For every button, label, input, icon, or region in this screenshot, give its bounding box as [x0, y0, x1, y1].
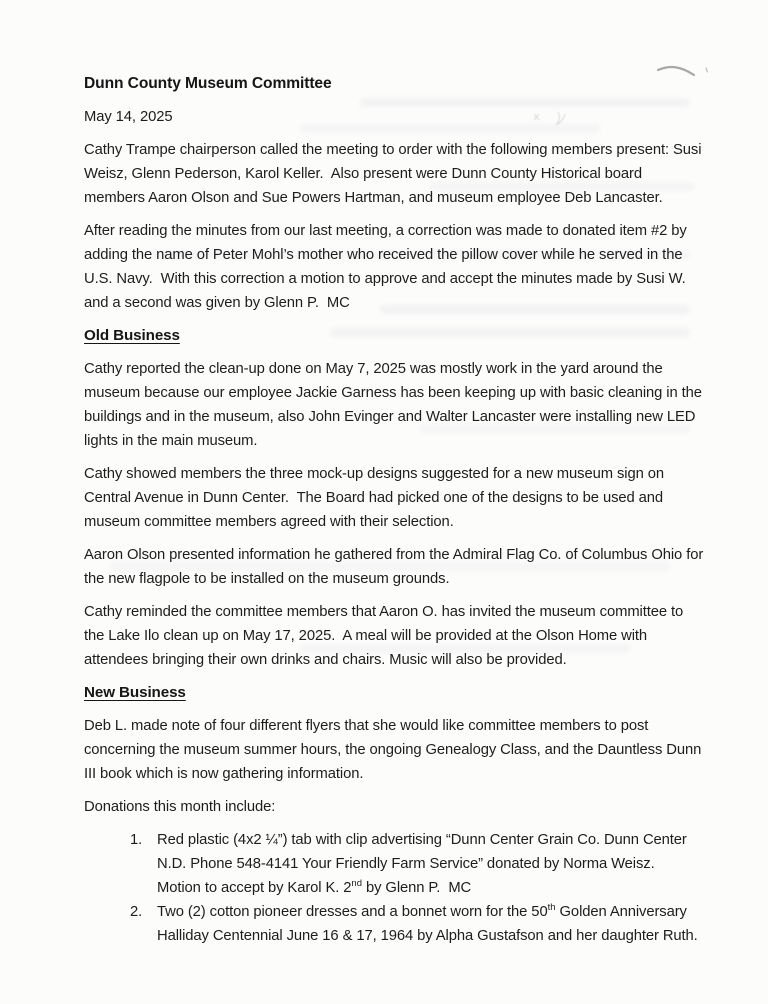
donations-intro: Donations this month include:: [84, 799, 276, 815]
old-business-heading: Old Business: [84, 327, 180, 344]
ordinal-superscript: nd: [351, 878, 362, 889]
donation-text-segment: Two (2) cotton pioneer dresses and a bonnet worn for the 50: [157, 904, 548, 920]
paragraph-flyers: Deb L. made note of four different flyers that she would like committee members to post concerning the museum summer hours, the ongoing Genealogy Class, and the Dauntless Dunn III book which is now gathering information.: [84, 718, 706, 782]
paragraph-lake-ilo-cleanup: Cathy reminded the committee members that Aaron O. has invited the museum committee to the Lake Ilo clean up on May 17, 2025. A meal will be provided at the Olson Home with attendees bringing their own drinks and chairs. Music will also be provided.: [84, 604, 688, 668]
new-business-heading: New Business: [84, 684, 186, 701]
paragraph-flagpole-info: Aaron Olson presented information he gathered from the Admiral Flag Co. of Columbus Ohio for the new flagpole to be installed on the museum grounds.: [84, 547, 708, 587]
donation-item-number: 1.: [130, 832, 143, 848]
donation-item-1: [130, 828, 706, 900]
paragraph-minutes-correction: After reading the minutes from our last meeting, a correction was made to donated item #2 by adding the name of Peter Mohl’s mother who received the pillow cover while he served in the U.S. Navy. With this correction a motion to approve and accept the minutes made by Susi W. and a second was given by Glenn P. MC: [84, 223, 691, 311]
donation-text-segment: Golden Anniversary Halliday Centennial June 16 & 17, 1964 by Alpha Gustafson and her daughter Ruth.: [157, 904, 698, 944]
donation-item-number: 2.: [130, 904, 143, 920]
donation-item-text: [157, 900, 706, 948]
donation-text-segment: by Glenn P. MC: [361, 880, 472, 896]
paragraph-cleanup-report: Cathy reported the clean-up done on May 7, 2025 was mostly work in the yard around the museum because our employee Jackie Garness has been keeping up with basic cleaning in the buildings and in the museum, also John Evinger and Walter Lancaster were installing new LED lights in the main museum.: [84, 361, 706, 449]
document-body: [84, 72, 706, 948]
paragraph-sign-mockups: Cathy showed members the three mock-up designs suggested for a new museum sign on Central Avenue in Dunn Center. The Board had picked one of the designs to be used and museum committee members agreed with their selection.: [84, 466, 668, 530]
ordinal-superscript: th: [547, 902, 556, 913]
paragraph-call-to-order: Cathy Trampe chairperson called the meeting to order with the following members present: Susi Weisz, Glenn Pederson, Karol Keller. Also present were Dunn County Historical board members Aaron Olson and Sue Powers Hartman, and museum employee Deb Lancaster.: [84, 142, 706, 206]
donation-item-text: [157, 828, 706, 900]
meeting-date: May 14, 2025: [84, 109, 173, 125]
donation-text-segment: Red plastic (4x2 ¼”) tab with clip advertising “Dunn Center Grain Co. Dunn Center N.D. Phone 548-4141 Your Friendly Farm Service” donated by Norma Weisz. Motion to accept by Karol K. 2: [157, 832, 691, 896]
document-title: Dunn County Museum Committee: [84, 75, 332, 92]
donation-item-2: [130, 900, 706, 948]
donations-list: [84, 828, 706, 948]
